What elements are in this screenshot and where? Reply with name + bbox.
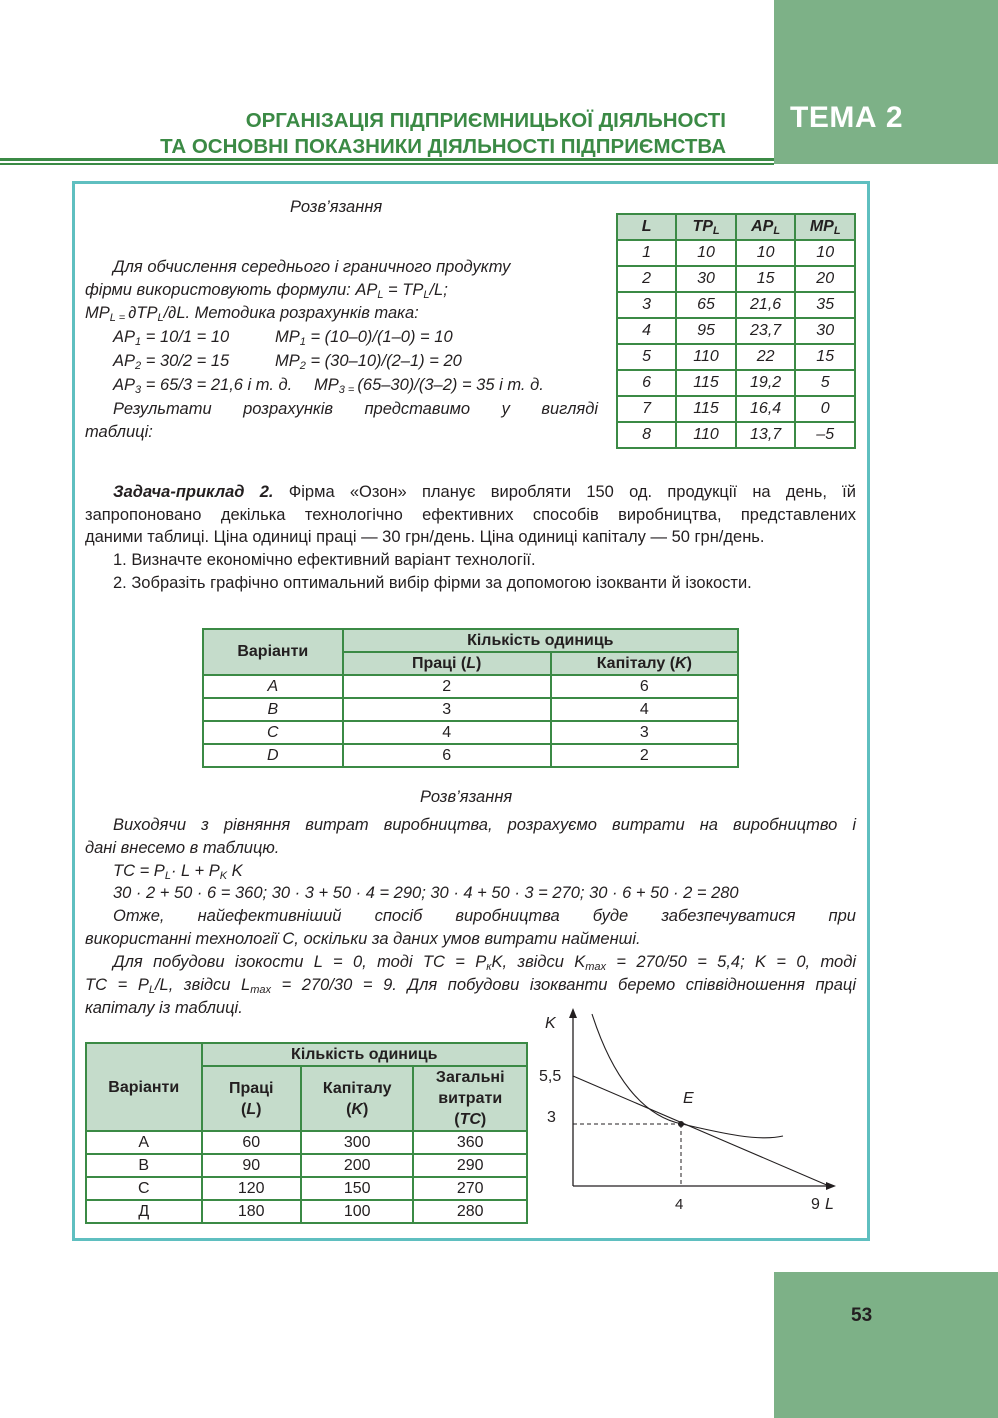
paragraph-formulas-line-1: Для обчислення середнього і граничного продукту [113, 258, 511, 276]
table-cell: 16,4 [736, 396, 796, 422]
tema-tab-background [774, 0, 998, 164]
page-number: 53 [851, 1305, 873, 1326]
header-variants: Варіанти [86, 1043, 202, 1131]
header-quantity-group: Кількість одиниць [202, 1043, 527, 1066]
header-ap: $AP_L$ [736, 214, 796, 240]
table-cell: Д [86, 1200, 202, 1223]
isocost-line-1: Для побудови ізокости L = 0, тоді TC = $P_кK$, звідси $K_{max} = 270/50 = 5,4$; K = 0, тоді [113, 953, 857, 973]
task2-line-3: даними таблиці. Ціна одиниці праці — 30 грн/день. Ціна одиниці капіталу — 50 грн/день. [85, 528, 765, 546]
task2-label: Задача-приклад 2. [113, 483, 274, 501]
header-tp: $TP_L$ [676, 214, 736, 240]
production-table-header [617, 214, 855, 240]
chapter-title-line-2: ТА ОСНОВНІ ПОКАЗНИКИ ДІЯЛЬНОСТІ ПІДПРИЄМСТВА [160, 135, 726, 158]
table-cell: 60 [202, 1131, 301, 1154]
table-cell: C [203, 721, 343, 744]
table-cell: 8 [617, 422, 676, 448]
table-cell: 4 [343, 721, 551, 744]
table-cell: 6 [343, 744, 551, 767]
table-row [617, 344, 855, 370]
table-cell: 23,7 [736, 318, 796, 344]
header-labor: Праці (L) [202, 1066, 301, 1131]
table-row [203, 721, 738, 744]
equilibrium-point [678, 1121, 684, 1127]
table-cell: 7 [617, 396, 676, 422]
y-tick-lower: 3 [547, 1109, 556, 1126]
table-row [617, 396, 855, 422]
table-cell: 270 [413, 1177, 527, 1200]
isoquant-isocost-graph [532, 1006, 842, 1228]
table-cell: B [203, 698, 343, 721]
table-cell: A [203, 675, 343, 698]
header-labor: Праці (L) [343, 652, 551, 675]
x-tick-end: 9 [811, 1196, 820, 1213]
table-cell: 110 [676, 344, 736, 370]
table-cell: 3 [551, 721, 738, 744]
table-cell: 2 [617, 266, 676, 292]
table-cell: 100 [301, 1200, 414, 1223]
table-cell: 0 [795, 396, 855, 422]
table-cell: 20 [795, 266, 855, 292]
conclusion-line-2: використанні технології С, оскільки за даних умов витрати найменші. [85, 930, 641, 948]
table-cell: 35 [795, 292, 855, 318]
table-cell: 65 [676, 292, 736, 318]
table-cell: 4 [617, 318, 676, 344]
table-cell: 10 [795, 240, 855, 266]
costs-paragraph-line-1: Виходячи з рівняння витрат виробництва, розрахуємо витрати на виробництво і [113, 816, 856, 834]
table-cell: 22 [736, 344, 796, 370]
cost-equation: TC = $P_L\cdot L + P_K$ K [113, 862, 243, 882]
table-cell: 19,2 [736, 370, 796, 396]
production-table [616, 213, 856, 449]
table-cell: В [86, 1154, 202, 1177]
task2-question-2: 2. Зобразіть графічно оптимальний вибір фірми за допомогою ізокванти й ізокости. [113, 574, 752, 592]
task2-line-2: запропоновано декілька технологічно ефективних способів виробництва, представлених [85, 506, 856, 524]
formula-ap2: $AP_2 = 30/2 = 15$ [113, 352, 230, 372]
header-capital: Капіталу (K) [551, 652, 738, 675]
header-rule-thick [0, 158, 774, 161]
table-row [617, 266, 855, 292]
table-cell: 2 [551, 744, 738, 767]
table-cell: 4 [551, 698, 738, 721]
x-tick-mid: 4 [675, 1196, 684, 1213]
page-number-tab [774, 1272, 998, 1418]
isocost-line [573, 1076, 829, 1186]
x-axis-label: L [825, 1196, 834, 1213]
y-axis-arrow-icon [569, 1008, 577, 1018]
header-mp: $MP_L$ [795, 214, 855, 240]
table-cell: 30 [795, 318, 855, 344]
isocost-line-2: TC = $P_L/L$, звідси $L_{max} = 270/30 = 9$. Для побудови ізокванти беремо співвідношення праці [85, 976, 857, 996]
results-line-2: таблиці: [85, 423, 153, 441]
formula-ap1: $AP_1 = 10/1 = 10$ [113, 328, 230, 348]
total-costs-table [85, 1042, 528, 1224]
tema-label: ТЕМА 2 [790, 101, 904, 134]
table-cell: 360 [413, 1131, 527, 1154]
cost-calculations: 30 · 2 + 50 · 6 = 360; 30 · 3 + 50 · 4 = 290; 30 · 4 + 50 · 3 = 270; 30 · 6 + 50 · 2 = 280 [113, 884, 739, 902]
table-cell: 180 [202, 1200, 301, 1223]
formula-ap3: $AP_3 = 65/3 = 21,6$ і т. д. [113, 376, 293, 396]
header-l: L [617, 214, 676, 240]
table-cell: 300 [301, 1131, 414, 1154]
table-row [617, 422, 855, 448]
table-row [617, 240, 855, 266]
conclusion-line-1: Отже, найефективніший спосіб виробництва буде забезпечуватися при [113, 907, 856, 925]
chapter-title [160, 108, 726, 160]
header-total-costs: Загальні витрати (TC) [413, 1066, 527, 1131]
point-label: E [683, 1090, 694, 1107]
table-cell: 6 [617, 370, 676, 396]
table-cell: 10 [736, 240, 796, 266]
table-cell: 2 [343, 675, 551, 698]
table-row [617, 292, 855, 318]
table-cell: 95 [676, 318, 736, 344]
header-rule-thin [0, 163, 774, 165]
paragraph-formulas-line-2: фірми використовують формули: $AP_L = TP_L/L$; [85, 281, 448, 301]
variants-table [202, 628, 739, 768]
table-cell: 21,6 [736, 292, 796, 318]
table-cell: 290 [413, 1154, 527, 1177]
paragraph-formulas-line-3: $MP_{L =}$ $\partial TP_L/\partial L$. Методика розрахунків така: [85, 304, 419, 324]
table-cell: 115 [676, 370, 736, 396]
solution-heading-2: Розв’язання [420, 788, 513, 806]
task2-question-1: 1. Визначте економічно ефективний варіант технології. [113, 551, 536, 569]
table-cell: 5 [617, 344, 676, 370]
table-cell: 115 [676, 396, 736, 422]
table-cell: 200 [301, 1154, 414, 1177]
results-line-1: Результати розрахунків представимо у вигляді [113, 400, 598, 418]
table-cell: С [86, 1177, 202, 1200]
formula-mp2: $MP_2 = (30-10)/(2-1) = 20$ [275, 352, 462, 372]
table-cell: 13,7 [736, 422, 796, 448]
table-cell: 5 [795, 370, 855, 396]
header-capital: Капіталу (K) [301, 1066, 414, 1131]
table-cell: 90 [202, 1154, 301, 1177]
formula-mp1: $MP_1 = (10-0)/(1-0) = 10$ [275, 328, 453, 348]
y-tick-upper: 5,5 [539, 1068, 562, 1085]
table-row [203, 698, 738, 721]
table-cell: 3 [343, 698, 551, 721]
y-axis-label: K [545, 1015, 556, 1032]
table-cell: 15 [736, 266, 796, 292]
table-row [203, 675, 738, 698]
table-row [86, 1200, 527, 1223]
table-cell: 120 [202, 1177, 301, 1200]
table-row [86, 1177, 527, 1200]
solution-heading-1: Розв’язання [290, 198, 383, 216]
table-row [203, 744, 738, 767]
table-cell: 110 [676, 422, 736, 448]
header-variants: Варіанти [203, 629, 343, 675]
task2-line-1: Задача-приклад 2. Фірма «Озон» планує виробляти 150 од. продукції на день, їй [113, 483, 856, 501]
chapter-title-line-1: ОРГАНІЗАЦІЯ ПІДПРИЄМНИЦЬКОЇ ДІЯЛЬНОСТІ [245, 109, 726, 132]
table-cell: 1 [617, 240, 676, 266]
table-cell: –5 [795, 422, 855, 448]
table-row [617, 370, 855, 396]
table-cell: 3 [617, 292, 676, 318]
header-quantity-group: Кількість одиниць [343, 629, 738, 652]
formula-mp3: $MP_{3 =}$ (65–30)/(3–2) = 35 і т. д. [314, 376, 544, 396]
table-cell: А [86, 1131, 202, 1154]
table-row [86, 1154, 527, 1177]
table-cell: 10 [676, 240, 736, 266]
isoquant-curve [592, 1014, 783, 1138]
table-cell: 6 [551, 675, 738, 698]
table-cell: 150 [301, 1177, 414, 1200]
table-cell: 30 [676, 266, 736, 292]
table-cell: 15 [795, 344, 855, 370]
costs-paragraph-line-2: дані внесемо в таблицю. [85, 839, 280, 857]
isocost-line-3: капіталу із таблиці. [85, 999, 243, 1017]
table-row [617, 318, 855, 344]
x-axis-arrow-icon [826, 1182, 836, 1190]
table-cell: 280 [413, 1200, 527, 1223]
table-cell: D [203, 744, 343, 767]
table-row [86, 1131, 527, 1154]
